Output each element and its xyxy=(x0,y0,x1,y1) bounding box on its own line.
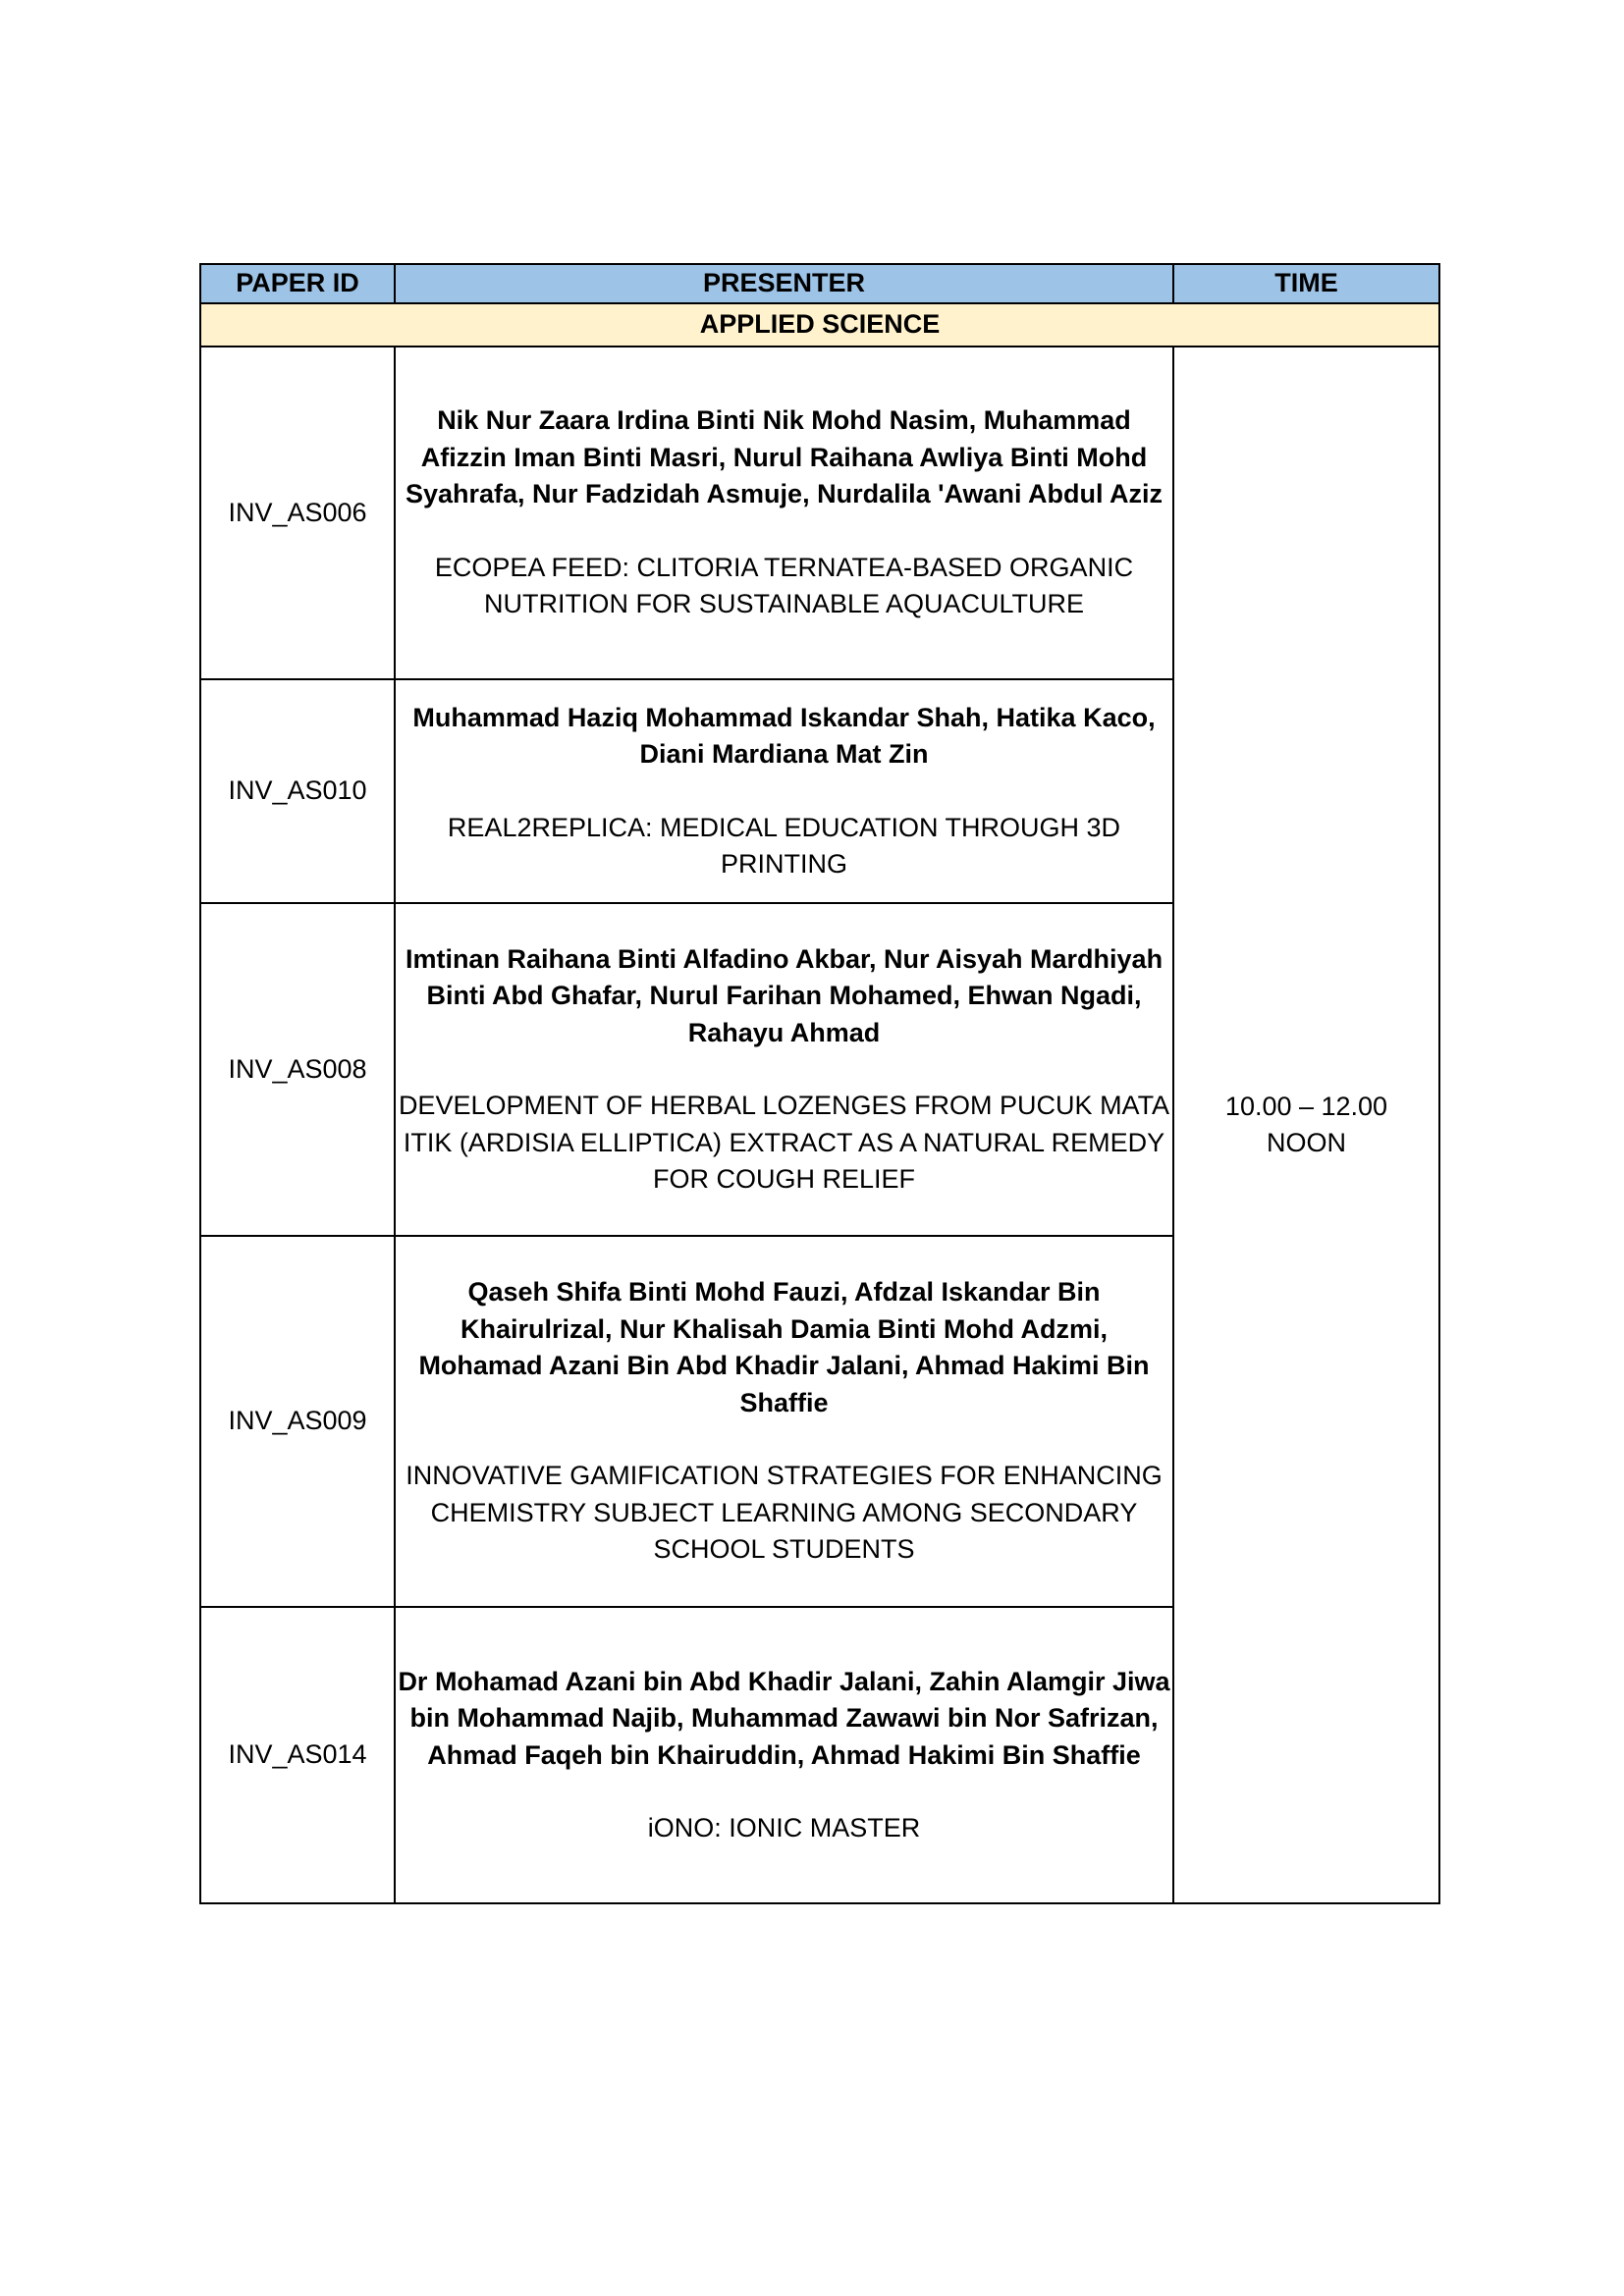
header-paper-id: PAPER ID xyxy=(200,264,395,303)
paper-id: INV_AS006 xyxy=(200,347,395,679)
header-time: TIME xyxy=(1173,264,1439,303)
header-presenter: PRESENTER xyxy=(395,264,1173,303)
paper-title: REAL2REPLICA: MEDICAL EDUCATION THROUGH 3D PRINTING xyxy=(447,812,1121,879)
table-row xyxy=(200,347,1439,679)
paper-id: INV_AS009 xyxy=(200,1236,395,1607)
time-slot xyxy=(1173,347,1439,1903)
schedule-table xyxy=(199,263,1440,1904)
presenter-cell xyxy=(395,679,1173,903)
paper-id: INV_AS010 xyxy=(200,679,395,903)
paper-title: ECOPEA FEED: CLITORIA TERNATEA-BASED ORGANIC NUTRITION FOR SUSTAINABLE AQUACULTURE xyxy=(434,552,1134,619)
section-row xyxy=(200,303,1439,347)
authors: Muhammad Haziq Mohammad Iskandar Shah, Hatika Kaco, Diani Mardiana Mat Zin xyxy=(412,702,1156,769)
section-label: APPLIED SCIENCE xyxy=(200,303,1439,347)
paper-id: INV_AS014 xyxy=(200,1607,395,1903)
authors: Dr Mohamad Azani bin Abd Khadir Jalani, Zahin Alamgir Jiwa bin Mohammad Najib, Muhammad Zawawi bin Nor Safrizan, Ahmad Faqeh bin Khairuddin, Ahmad Hakimi Bin Shaffie xyxy=(398,1666,1170,1770)
time-period: NOON xyxy=(1267,1128,1346,1157)
authors: Qaseh Shifa Binti Mohd Fauzi, Afdzal Iskandar Bin Khairulrizal, Nur Khalisah Damia Binti Mohd Adzmi, Mohamad Azani Bin Abd Khadir Jalani, Ahmad Hakimi Bin Shaffie xyxy=(418,1277,1150,1417)
paper-title: DEVELOPMENT OF HERBAL LOZENGES FROM PUCUK MATA ITIK (ARDISIA ELLIPTICA) EXTRACT AS A NATURAL REMEDY FOR COUGH RELIEF xyxy=(398,1091,1170,1194)
paper-id: INV_AS008 xyxy=(200,903,395,1236)
table-header-row xyxy=(200,264,1439,303)
authors: Imtinan Raihana Binti Alfadino Akbar, Nur Aisyah Mardhiyah Binti Abd Ghafar, Nurul Farihan Mohamed, Ehwan Ngadi, Rahayu Ahmad xyxy=(405,943,1164,1047)
paper-title: iONO: IONIC MASTER xyxy=(647,1813,921,1842)
presenter-cell xyxy=(395,1236,1173,1607)
authors: Nik Nur Zaara Irdina Binti Nik Mohd Nasim, Muhammad Afizzin Iman Binti Masri, Nurul Raihana Awliya Binti Mohd Syahrafa, Nur Fadzidah Asmuje, Nurdalila 'Awani Abdul Aziz xyxy=(405,405,1164,509)
paper-title: INNOVATIVE GAMIFICATION STRATEGIES FOR ENHANCING CHEMISTRY SUBJECT LEARNING AMONG SECONDARY SCHOOL STUDENTS xyxy=(406,1461,1163,1565)
presenter-cell xyxy=(395,1607,1173,1903)
presenter-cell xyxy=(395,903,1173,1236)
time-range: 10.00 – 12.00 xyxy=(1224,1091,1388,1121)
presenter-cell xyxy=(395,347,1173,679)
